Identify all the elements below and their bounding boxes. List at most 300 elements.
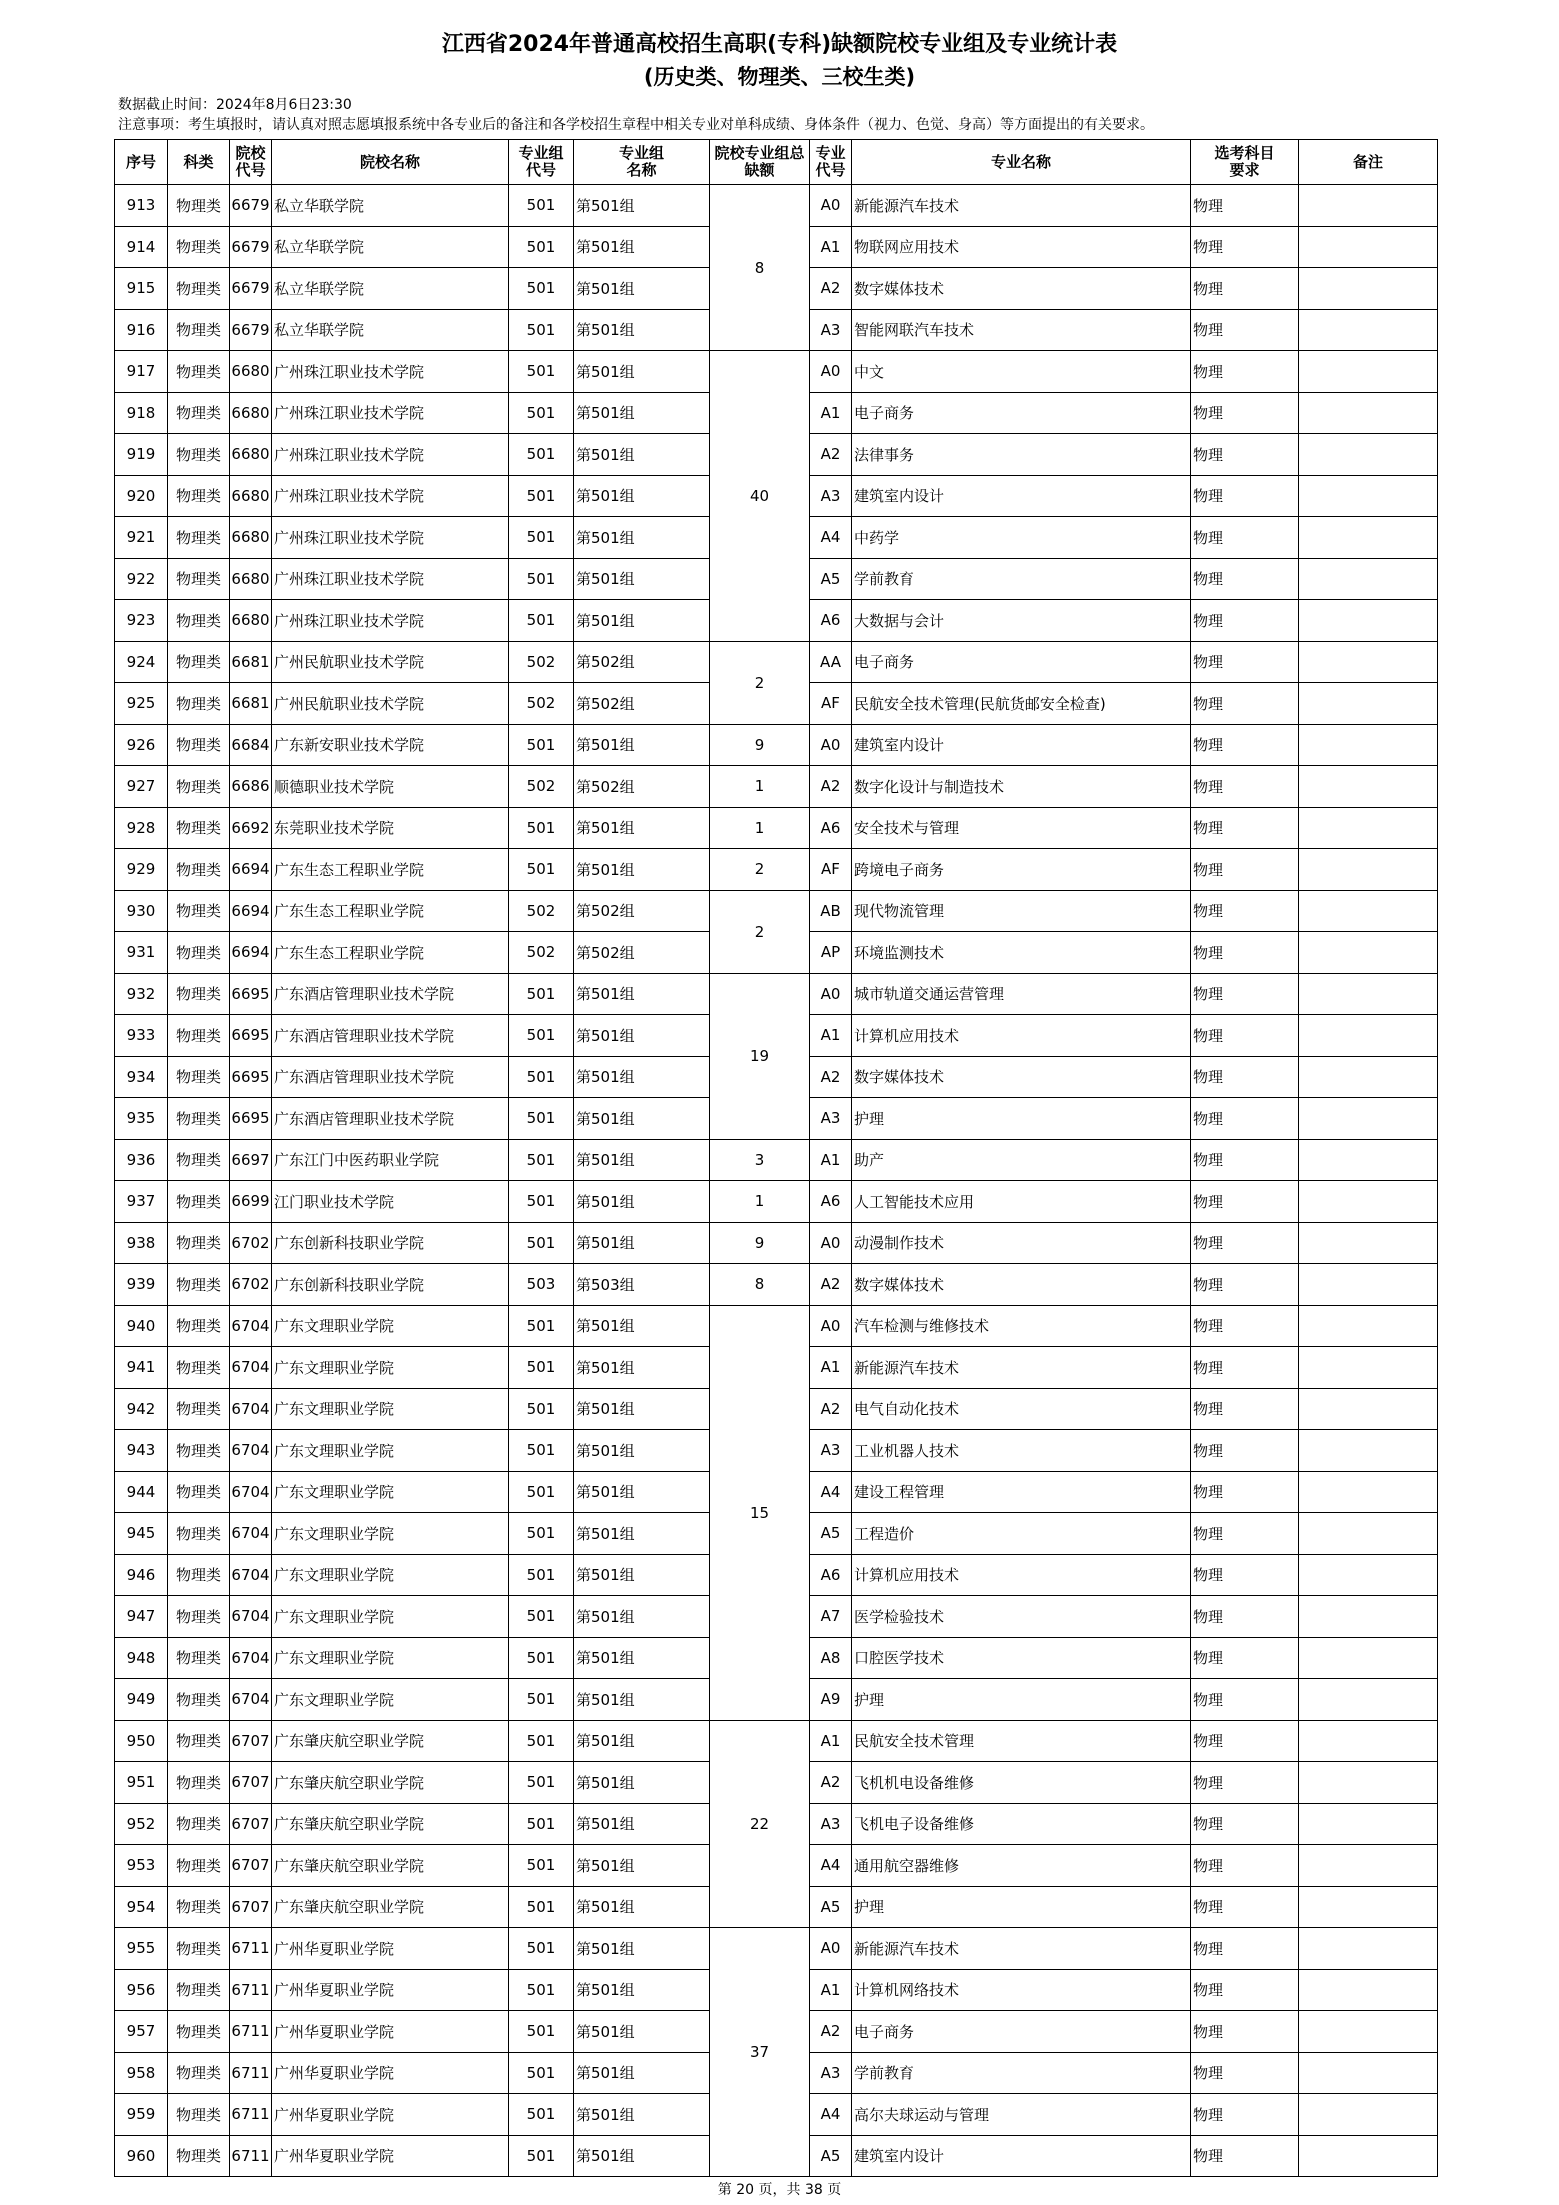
seq-cell: 948 (115, 1637, 168, 1679)
group-code-cell: 501 (509, 1928, 574, 1970)
page-footer: 第 20 页，共 38 页 (717, 2182, 842, 2198)
major-code-cell: A1 (810, 1720, 852, 1762)
major-code-cell: A4 (810, 1471, 852, 1513)
category-cell: 物理类 (168, 1679, 230, 1721)
school-name-cell: 广州珠江职业技术学院 (272, 434, 509, 476)
subject-req-cell: 物理 (1191, 185, 1299, 227)
major-name-cell: 大数据与会计 (852, 600, 1191, 642)
category-cell: 物理类 (168, 1222, 230, 1264)
header-group-quota: 院校专业组总缺额 (710, 140, 810, 185)
seq-cell: 921 (115, 517, 168, 559)
major-code-cell: A2 (810, 1264, 852, 1306)
seq-cell: 926 (115, 724, 168, 766)
category-cell: 物理类 (168, 932, 230, 974)
major-code-cell: A1 (810, 1139, 852, 1181)
major-code-cell: A2 (810, 1388, 852, 1430)
major-code-cell: A0 (810, 185, 852, 227)
subject-req-cell: 物理 (1191, 1554, 1299, 1596)
school-name-cell: 广东文理职业学院 (272, 1596, 509, 1638)
table-row (115, 973, 1438, 1015)
major-name-cell: 学前教育 (852, 2052, 1191, 2094)
major-name-cell: 数字媒体技术 (852, 1264, 1191, 1306)
group-quota-cell: 8 (710, 1264, 810, 1306)
group-quota-cell: 1 (710, 766, 810, 808)
group-quota-cell: 15 (710, 1305, 810, 1720)
school-code-cell: 6704 (230, 1388, 272, 1430)
group-name-cell: 第501组 (574, 1471, 710, 1513)
subject-req-cell: 物理 (1191, 1264, 1299, 1306)
group-code-cell: 501 (509, 1305, 574, 1347)
school-name-cell: 广州民航职业技术学院 (272, 683, 509, 725)
school-code-cell: 6679 (230, 268, 272, 310)
table-row (115, 1720, 1438, 1762)
subject-req-cell: 物理 (1191, 1513, 1299, 1555)
remark-cell (1299, 1720, 1438, 1762)
school-code-cell: 6704 (230, 1596, 272, 1638)
group-quota-cell: 40 (710, 351, 810, 642)
school-code-cell: 6704 (230, 1347, 272, 1389)
table-row (115, 1181, 1438, 1223)
group-name-cell: 第501组 (574, 475, 710, 517)
seq-cell: 945 (115, 1513, 168, 1555)
school-name-cell: 广州珠江职业技术学院 (272, 517, 509, 559)
school-name-cell: 广东文理职业学院 (272, 1554, 509, 1596)
seq-cell: 946 (115, 1554, 168, 1596)
major-code-cell: A5 (810, 558, 852, 600)
group-name-cell: 第501组 (574, 600, 710, 642)
school-name-cell: 广东肇庆航空职业学院 (272, 1803, 509, 1845)
group-quota-cell: 2 (710, 849, 810, 891)
major-name-cell: 跨境电子商务 (852, 849, 1191, 891)
school-code-cell: 6711 (230, 2094, 272, 2136)
school-name-cell: 广东酒店管理职业技术学院 (272, 1015, 509, 1057)
school-name-cell: 广东文理职业学院 (272, 1513, 509, 1555)
seq-cell: 939 (115, 1264, 168, 1306)
remark-cell (1299, 932, 1438, 974)
group-code-cell: 501 (509, 2052, 574, 2094)
group-code-cell: 501 (509, 1803, 574, 1845)
school-code-cell: 6680 (230, 475, 272, 517)
school-name-cell: 广州华夏职业学院 (272, 2052, 509, 2094)
group-name-cell: 第501组 (574, 392, 710, 434)
header-group-code: 专业组代号 (509, 140, 574, 185)
group-name-cell: 第501组 (574, 351, 710, 393)
remark-cell (1299, 1637, 1438, 1679)
remark-cell (1299, 392, 1438, 434)
remark-cell (1299, 1969, 1438, 2011)
category-cell: 物理类 (168, 766, 230, 808)
group-code-cell: 501 (509, 1098, 574, 1140)
subject-req-cell: 物理 (1191, 1637, 1299, 1679)
school-code-cell: 6704 (230, 1430, 272, 1472)
subject-req-cell: 物理 (1191, 1056, 1299, 1098)
major-name-cell: 数字媒体技术 (852, 1056, 1191, 1098)
school-code-cell: 6692 (230, 807, 272, 849)
subject-req-cell: 物理 (1191, 724, 1299, 766)
major-name-cell: 学前教育 (852, 558, 1191, 600)
table-row (115, 1222, 1438, 1264)
school-name-cell: 广州珠江职业技术学院 (272, 351, 509, 393)
group-code-cell: 501 (509, 1056, 574, 1098)
subject-req-cell: 物理 (1191, 1803, 1299, 1845)
group-code-cell: 501 (509, 392, 574, 434)
major-name-cell: 计算机应用技术 (852, 1554, 1191, 1596)
group-name-cell: 第501组 (574, 1969, 710, 2011)
school-code-cell: 6695 (230, 1015, 272, 1057)
school-name-cell: 广东文理职业学院 (272, 1679, 509, 1721)
major-code-cell: A3 (810, 1430, 852, 1472)
subject-req-cell: 物理 (1191, 600, 1299, 642)
page-title: 江西省2024年普通高校招生高职(专科)缺额院校专业组及专业统计表 (441, 32, 1118, 57)
seq-cell: 922 (115, 558, 168, 600)
group-name-cell: 第501组 (574, 1554, 710, 1596)
group-name-cell: 第501组 (574, 1720, 710, 1762)
major-name-cell: 护理 (852, 1679, 1191, 1721)
school-name-cell: 广东文理职业学院 (272, 1471, 509, 1513)
group-name-cell: 第501组 (574, 309, 710, 351)
group-code-cell: 501 (509, 2011, 574, 2053)
group-name-cell: 第501组 (574, 807, 710, 849)
group-code-cell: 501 (509, 351, 574, 393)
major-name-cell: 飞机机电设备维修 (852, 1762, 1191, 1804)
major-name-cell: 建筑室内设计 (852, 724, 1191, 766)
major-name-cell: 建筑室内设计 (852, 2135, 1191, 2177)
seq-cell: 927 (115, 766, 168, 808)
major-code-cell: A5 (810, 2135, 852, 2177)
major-code-cell: A2 (810, 766, 852, 808)
group-name-cell: 第501组 (574, 2052, 710, 2094)
major-code-cell: A0 (810, 973, 852, 1015)
group-quota-cell: 2 (710, 890, 810, 973)
group-code-cell: 501 (509, 1845, 574, 1887)
school-code-cell: 6694 (230, 849, 272, 891)
category-cell: 物理类 (168, 1762, 230, 1804)
group-code-cell: 501 (509, 185, 574, 227)
remark-cell (1299, 1222, 1438, 1264)
subject-req-cell: 物理 (1191, 1098, 1299, 1140)
major-name-cell: 人工智能技术应用 (852, 1181, 1191, 1223)
subject-req-cell: 物理 (1191, 1181, 1299, 1223)
header-school-code: 院校代号 (230, 140, 272, 185)
school-name-cell: 广东创新科技职业学院 (272, 1222, 509, 1264)
major-name-cell: 安全技术与管理 (852, 807, 1191, 849)
subject-req-cell: 物理 (1191, 807, 1299, 849)
major-name-cell: 新能源汽车技术 (852, 1928, 1191, 1970)
group-name-cell: 第501组 (574, 1430, 710, 1472)
remark-cell (1299, 434, 1438, 476)
group-code-cell: 501 (509, 268, 574, 310)
major-code-cell: A8 (810, 1637, 852, 1679)
school-code-cell: 6711 (230, 2052, 272, 2094)
seq-cell: 916 (115, 309, 168, 351)
group-name-cell: 第502组 (574, 932, 710, 974)
school-code-cell: 6704 (230, 1305, 272, 1347)
seq-cell: 934 (115, 1056, 168, 1098)
remark-cell (1299, 351, 1438, 393)
category-cell: 物理类 (168, 1305, 230, 1347)
seq-cell: 928 (115, 807, 168, 849)
school-code-cell: 6694 (230, 890, 272, 932)
group-code-cell: 501 (509, 1554, 574, 1596)
seq-cell: 940 (115, 1305, 168, 1347)
school-code-cell: 6695 (230, 1098, 272, 1140)
group-name-cell: 第501组 (574, 973, 710, 1015)
school-code-cell: 6699 (230, 1181, 272, 1223)
group-name-cell: 第501组 (574, 558, 710, 600)
quota-table (114, 139, 1438, 2177)
group-name-cell: 第501组 (574, 1679, 710, 1721)
major-code-cell: A3 (810, 309, 852, 351)
subject-req-cell: 物理 (1191, 1969, 1299, 2011)
group-code-cell: 501 (509, 226, 574, 268)
remark-cell (1299, 1679, 1438, 1721)
school-code-cell: 6711 (230, 1969, 272, 2011)
major-name-cell: 智能网联汽车技术 (852, 309, 1191, 351)
group-name-cell: 第501组 (574, 1596, 710, 1638)
major-code-cell: A6 (810, 1554, 852, 1596)
major-name-cell: 助产 (852, 1139, 1191, 1181)
major-name-cell: 物联网应用技术 (852, 226, 1191, 268)
category-cell: 物理类 (168, 2094, 230, 2136)
subject-req-cell: 物理 (1191, 558, 1299, 600)
remark-cell (1299, 1264, 1438, 1306)
school-name-cell: 广州珠江职业技术学院 (272, 392, 509, 434)
remark-cell (1299, 1471, 1438, 1513)
group-quota-cell: 22 (710, 1720, 810, 1928)
school-name-cell: 广州珠江职业技术学院 (272, 600, 509, 642)
remark-cell (1299, 1139, 1438, 1181)
major-name-cell: 新能源汽车技术 (852, 1347, 1191, 1389)
subject-req-cell: 物理 (1191, 2052, 1299, 2094)
group-name-cell: 第501组 (574, 1637, 710, 1679)
category-cell: 物理类 (168, 2052, 230, 2094)
data-deadline: 数据截止时间：2024年8月6日23:30 (118, 97, 352, 113)
school-code-cell: 6680 (230, 558, 272, 600)
school-code-cell: 6681 (230, 683, 272, 725)
school-code-cell: 6704 (230, 1637, 272, 1679)
school-name-cell: 广州华夏职业学院 (272, 2011, 509, 2053)
school-code-cell: 6711 (230, 1928, 272, 1970)
table-row (115, 890, 1438, 932)
category-cell: 物理类 (168, 683, 230, 725)
remark-cell (1299, 1596, 1438, 1638)
remark-cell (1299, 558, 1438, 600)
major-code-cell: A1 (810, 1969, 852, 2011)
school-name-cell: 私立华联学院 (272, 268, 509, 310)
group-code-cell: 501 (509, 1015, 574, 1057)
remark-cell (1299, 309, 1438, 351)
school-code-cell: 6684 (230, 724, 272, 766)
header-category: 科类 (168, 140, 230, 185)
page-subtitle: (历史类、物理类、三校生类) (643, 65, 916, 89)
seq-cell: 960 (115, 2135, 168, 2177)
group-code-cell: 501 (509, 973, 574, 1015)
group-code-cell: 501 (509, 1679, 574, 1721)
major-name-cell: 法律事务 (852, 434, 1191, 476)
seq-cell: 932 (115, 973, 168, 1015)
category-cell: 物理类 (168, 600, 230, 642)
major-code-cell: A6 (810, 807, 852, 849)
seq-cell: 944 (115, 1471, 168, 1513)
category-cell: 物理类 (168, 351, 230, 393)
school-code-cell: 6711 (230, 2011, 272, 2053)
major-code-cell: A3 (810, 1098, 852, 1140)
group-name-cell: 第501组 (574, 1181, 710, 1223)
major-name-cell: 工程造价 (852, 1513, 1191, 1555)
subject-req-cell: 物理 (1191, 226, 1299, 268)
remark-cell (1299, 1056, 1438, 1098)
table-row (115, 1305, 1438, 1347)
remark-cell (1299, 1181, 1438, 1223)
major-code-cell: A2 (810, 434, 852, 476)
header-remark: 备注 (1299, 140, 1438, 185)
school-name-cell: 广东新安职业技术学院 (272, 724, 509, 766)
major-code-cell: A0 (810, 1928, 852, 1970)
group-code-cell: 501 (509, 1513, 574, 1555)
school-code-cell: 6680 (230, 517, 272, 559)
major-name-cell: 电气自动化技术 (852, 1388, 1191, 1430)
remark-cell (1299, 600, 1438, 642)
major-name-cell: 电子商务 (852, 641, 1191, 683)
subject-req-cell: 物理 (1191, 1139, 1299, 1181)
school-code-cell: 6679 (230, 309, 272, 351)
school-code-cell: 6707 (230, 1720, 272, 1762)
group-name-cell: 第501组 (574, 1098, 710, 1140)
seq-cell: 917 (115, 351, 168, 393)
subject-req-cell: 物理 (1191, 434, 1299, 476)
major-code-cell: A7 (810, 1596, 852, 1638)
table-header-row (115, 140, 1438, 185)
seq-cell: 913 (115, 185, 168, 227)
school-name-cell: 广州珠江职业技术学院 (272, 475, 509, 517)
header-school-name: 院校名称 (272, 140, 509, 185)
school-code-cell: 6680 (230, 351, 272, 393)
group-quota-cell: 1 (710, 1181, 810, 1223)
category-cell: 物理类 (168, 1430, 230, 1472)
major-name-cell: 建筑室内设计 (852, 475, 1191, 517)
school-code-cell: 6704 (230, 1471, 272, 1513)
school-name-cell: 广东生态工程职业学院 (272, 932, 509, 974)
school-code-cell: 6686 (230, 766, 272, 808)
major-name-cell: 新能源汽车技术 (852, 185, 1191, 227)
group-code-cell: 501 (509, 807, 574, 849)
group-name-cell: 第501组 (574, 1513, 710, 1555)
group-code-cell: 501 (509, 1720, 574, 1762)
school-code-cell: 6695 (230, 973, 272, 1015)
table-row (115, 849, 1438, 891)
category-cell: 物理类 (168, 226, 230, 268)
category-cell: 物理类 (168, 849, 230, 891)
major-code-cell: A3 (810, 1803, 852, 1845)
seq-cell: 936 (115, 1139, 168, 1181)
major-code-cell: AB (810, 890, 852, 932)
remark-cell (1299, 1430, 1438, 1472)
school-name-cell: 广东肇庆航空职业学院 (272, 1720, 509, 1762)
header-seq: 序号 (115, 140, 168, 185)
school-code-cell: 6707 (230, 1886, 272, 1928)
remark-cell (1299, 1098, 1438, 1140)
remark-cell (1299, 1015, 1438, 1057)
group-code-cell: 502 (509, 641, 574, 683)
group-code-cell: 501 (509, 1596, 574, 1638)
school-code-cell: 6680 (230, 600, 272, 642)
school-name-cell: 广东文理职业学院 (272, 1305, 509, 1347)
subject-req-cell: 物理 (1191, 1720, 1299, 1762)
school-code-cell: 6707 (230, 1845, 272, 1887)
subject-req-cell: 物理 (1191, 1596, 1299, 1638)
group-code-cell: 501 (509, 1762, 574, 1804)
group-code-cell: 501 (509, 434, 574, 476)
major-name-cell: 护理 (852, 1886, 1191, 1928)
category-cell: 物理类 (168, 1264, 230, 1306)
school-name-cell: 广东生态工程职业学院 (272, 890, 509, 932)
category-cell: 物理类 (168, 1803, 230, 1845)
seq-cell: 938 (115, 1222, 168, 1264)
group-name-cell: 第501组 (574, 1056, 710, 1098)
group-name-cell: 第502组 (574, 890, 710, 932)
school-name-cell: 江门职业技术学院 (272, 1181, 509, 1223)
seq-cell: 950 (115, 1720, 168, 1762)
major-name-cell: 数字媒体技术 (852, 268, 1191, 310)
table-row (115, 1928, 1438, 1970)
table-row (115, 351, 1438, 393)
group-quota-cell: 9 (710, 724, 810, 766)
seq-cell: 923 (115, 600, 168, 642)
category-cell: 物理类 (168, 2011, 230, 2053)
group-code-cell: 501 (509, 1388, 574, 1430)
remark-cell (1299, 475, 1438, 517)
category-cell: 物理类 (168, 475, 230, 517)
seq-cell: 929 (115, 849, 168, 891)
major-code-cell: A0 (810, 351, 852, 393)
subject-req-cell: 物理 (1191, 1430, 1299, 1472)
category-cell: 物理类 (168, 1139, 230, 1181)
seq-cell: 920 (115, 475, 168, 517)
school-code-cell: 6694 (230, 932, 272, 974)
group-code-cell: 501 (509, 1886, 574, 1928)
major-name-cell: 电子商务 (852, 392, 1191, 434)
school-code-cell: 6697 (230, 1139, 272, 1181)
group-quota-cell: 37 (710, 1928, 810, 2177)
remark-cell (1299, 2135, 1438, 2177)
category-cell: 物理类 (168, 1596, 230, 1638)
remark-cell (1299, 1513, 1438, 1555)
major-code-cell: A3 (810, 475, 852, 517)
group-name-cell: 第501组 (574, 849, 710, 891)
group-name-cell: 第501组 (574, 1222, 710, 1264)
category-cell: 物理类 (168, 1969, 230, 2011)
school-name-cell: 广东创新科技职业学院 (272, 1264, 509, 1306)
group-code-cell: 502 (509, 932, 574, 974)
major-code-cell: A6 (810, 600, 852, 642)
major-code-cell: AF (810, 849, 852, 891)
remark-cell (1299, 1347, 1438, 1389)
remark-cell (1299, 724, 1438, 766)
school-code-cell: 6704 (230, 1554, 272, 1596)
major-name-cell: 民航安全技术管理 (852, 1720, 1191, 1762)
seq-cell: 925 (115, 683, 168, 725)
group-quota-cell: 1 (710, 807, 810, 849)
group-code-cell: 501 (509, 309, 574, 351)
category-cell: 物理类 (168, 1015, 230, 1057)
group-code-cell: 503 (509, 1264, 574, 1306)
major-name-cell: 动漫制作技术 (852, 1222, 1191, 1264)
subject-req-cell: 物理 (1191, 517, 1299, 559)
remark-cell (1299, 683, 1438, 725)
seq-cell: 959 (115, 2094, 168, 2136)
group-quota-cell: 19 (710, 973, 810, 1139)
category-cell: 物理类 (168, 1056, 230, 1098)
